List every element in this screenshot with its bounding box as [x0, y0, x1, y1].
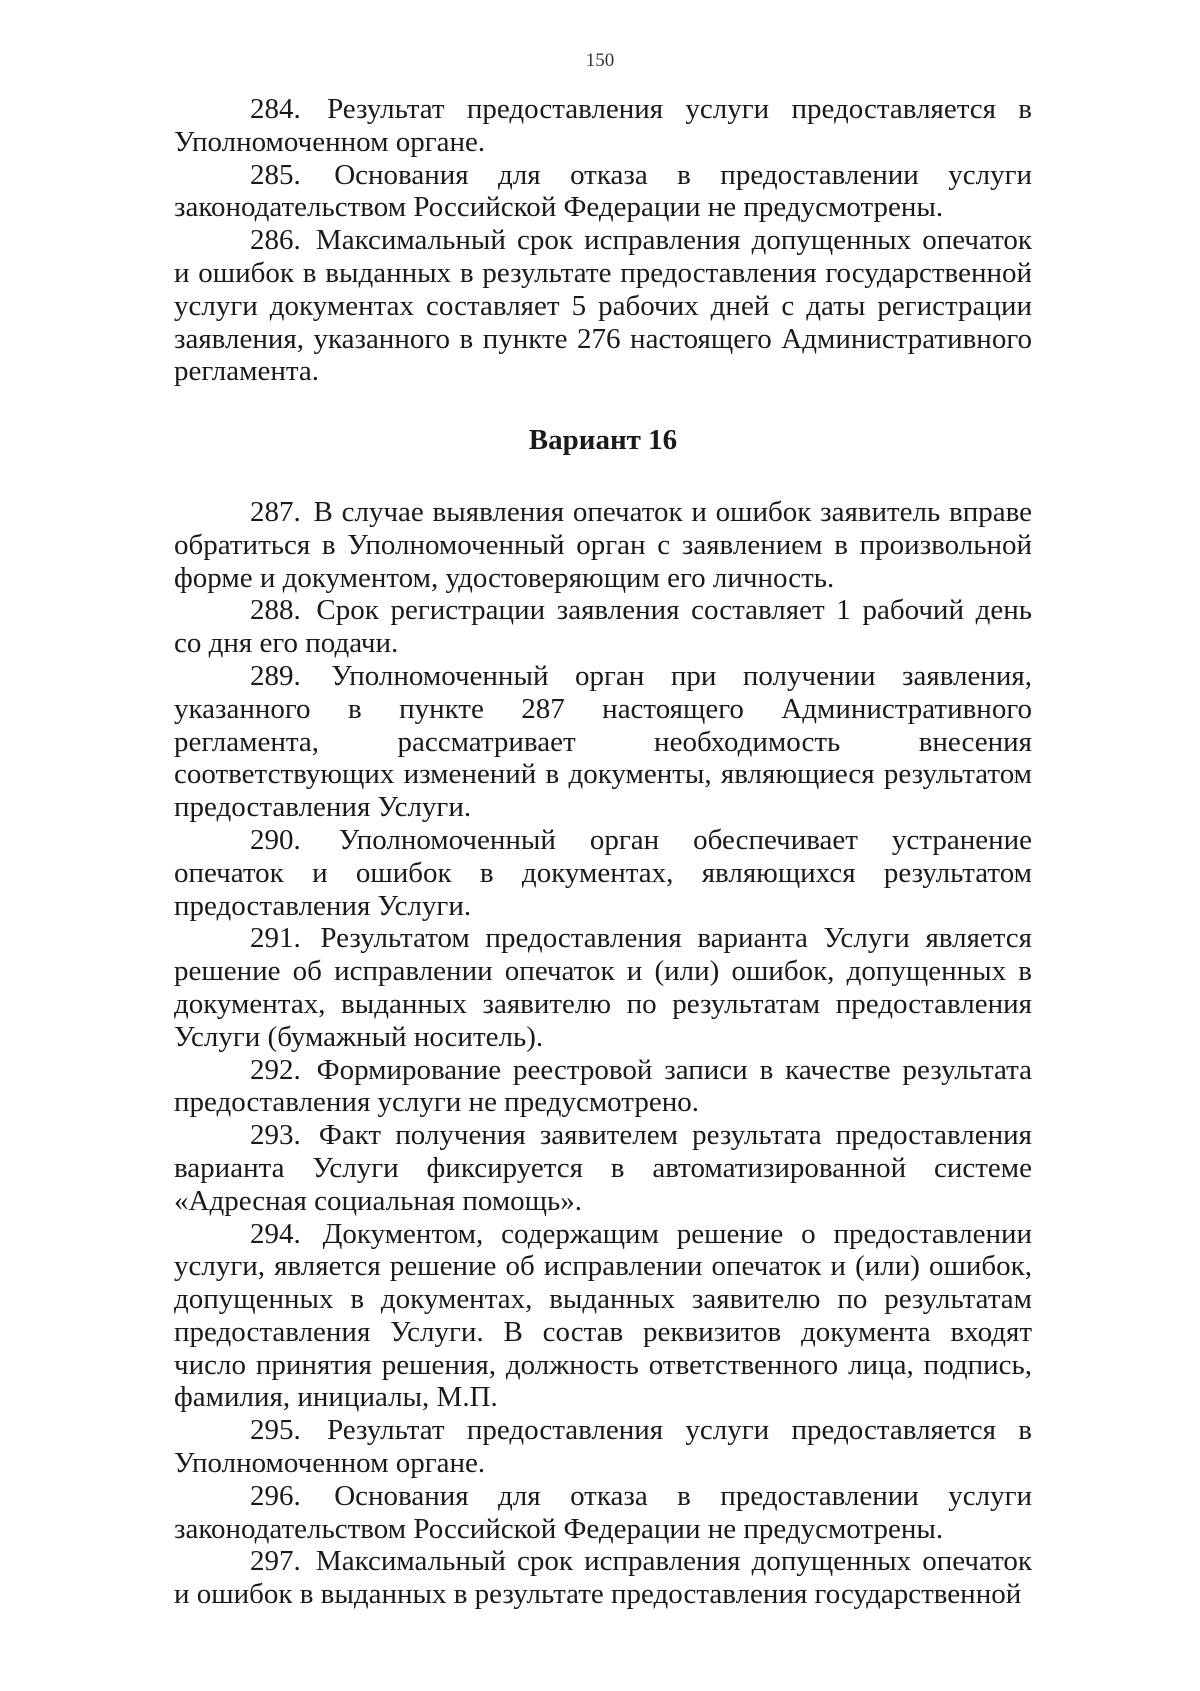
paragraph-text: Результат предоставления услуги предоставляется в Уполномоченном органе. [174, 93, 1032, 158]
paragraph-289 [174, 660, 1032, 824]
paragraph-286 [174, 224, 1032, 388]
paragraph-293 [174, 1119, 1032, 1217]
paragraph-number: 297. [250, 1545, 301, 1578]
paragraph-text: Формирование реестровой записи в качестве результата предоставления услуги не предусмотрено. [174, 1053, 1032, 1119]
paragraph-number: 296. [250, 1479, 301, 1512]
paragraph-292 [174, 1054, 1032, 1120]
paragraph-text: Максимальный срок исправления допущенных опечаток и ошибок в выданных в результате предоставления государственной услуги документах составляет 5 рабочих дней с даты регистрации заявления, указанного в пункте 276 настоящего Административного регламента. [174, 224, 1033, 388]
paragraph-295 [174, 1414, 1032, 1480]
paragraph-number: 294. [250, 1217, 301, 1250]
paragraph-text: Уполномоченный орган при получении заявления, указанного в пункте 287 настоящего Административного регламента, рассматривает необходимость внесения соответствующих изменений в документы, являющиеся результатом предоставления Услуги. [174, 659, 1033, 824]
paragraph-text: Результат предоставления услуги предоставляется в Уполномоченном органе. [174, 1414, 1032, 1480]
paragraph-number: 284. [250, 93, 301, 125]
paragraph-number: 291. [250, 922, 301, 955]
paragraph-text: Уполномоченный орган обеспечивает устранение опечаток и ошибок в документах, являющихся результатом предоставления Услуги. [174, 823, 1033, 922]
paragraph-number: 285. [250, 158, 301, 191]
paragraph-number: 290. [250, 823, 301, 856]
paragraph-text: Документом, содержащим решение о предоставлении услуги, является решение об исправлении опечаток и (или) ошибок, допущенных в документах, выданных заявителю по результатам предоставления Услуги. В состав реквизитов документа входят число принятия решения, должность ответственного лица, подпись, фамилия, инициалы, М.П. [174, 1217, 1032, 1414]
paragraph-text: Срок регистрации заявления составляет 1 рабочий день со дня его подачи. [174, 594, 1032, 660]
paragraph-284 [174, 93, 1032, 159]
paragraph-text: Основания для отказа в предоставлении услуги законодательством Российской Федерации не предусмотрены. [174, 1479, 1032, 1545]
paragraph-text: Основания для отказа в предоставлении услуги законодательством Российской Федерации не предусмотрены. [174, 158, 1032, 224]
paragraph-number: 289. [250, 659, 301, 692]
paragraph-290 [174, 824, 1032, 922]
paragraph-297 [174, 1545, 1032, 1611]
paragraph-287 [174, 496, 1032, 594]
paragraph-number: 287. [250, 495, 301, 528]
paragraph-text: Факт получения заявителем результата предоставления варианта Услуги фиксируется в автоматизированной системе «Адресная социальная помощь». [174, 1119, 1033, 1217]
paragraph-text: Максимальный срок исправления допущенных опечаток и ошибок в выданных в результате предоставления государственной [174, 1545, 1033, 1611]
paragraph-291 [174, 922, 1032, 1053]
paragraph-294 [174, 1218, 1032, 1415]
paragraph-number: 293. [250, 1119, 301, 1152]
page-number: 150 [585, 50, 615, 71]
paragraph-number: 288. [250, 594, 301, 627]
paragraph-text: В случае выявления опечаток и ошибок заявитель вправе обратиться в Уполномоченный орган с заявлением в произвольной форме и документом, удостоверяющим его личность. [174, 495, 1032, 594]
paragraph-text: Результатом предоставления варианта Услуги является решение об исправлении опечаток и (или) ошибок, допущенных в документах, выданных заявителю по результатам предоставления Услуги (бумажный носитель). [174, 922, 1033, 1053]
paragraph-number: 295. [250, 1414, 301, 1447]
paragraph-number: 292. [250, 1053, 301, 1086]
paragraph-288 [174, 594, 1032, 660]
paragraph-296 [174, 1480, 1032, 1546]
section-heading-variant-16: Вариант 16 [528, 424, 678, 457]
document-body [174, 93, 1032, 1611]
paragraph-285 [174, 159, 1032, 225]
paragraph-number: 286. [250, 224, 301, 257]
